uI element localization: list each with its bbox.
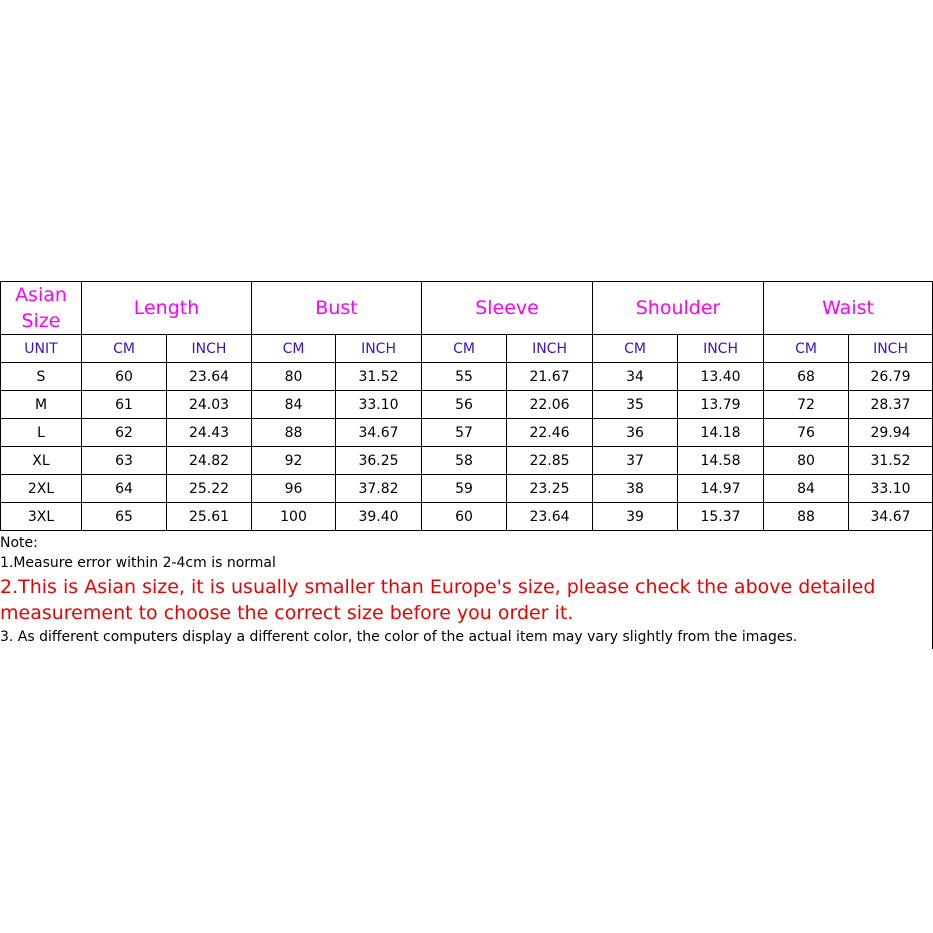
measurement-cell: 33.10 [849,475,933,503]
measurement-cell: 23.64 [167,363,252,391]
table-row [1,503,933,531]
measurement-cell: 61 [82,391,167,419]
measurement-cell: 58 [422,447,507,475]
note-asian-size-warning: 2.This is Asian size, it is usually smaller than Europe's size, please check the above detailed measurement to choose the correct size before you order it. [0,576,876,624]
unit-cell: CM [252,335,336,363]
measurement-cell: 88 [252,419,336,447]
measurement-cell: 35 [593,391,678,419]
table-row [1,475,933,503]
measurement-cell: 38 [593,475,678,503]
size-label-cell: S [1,363,82,391]
measurement-cell: 24.82 [167,447,252,475]
measurement-cell: 64 [82,475,167,503]
unit-row [1,335,933,363]
measurement-cell: 68 [764,363,849,391]
measurement-cell: 25.61 [167,503,252,531]
table-row [1,363,933,391]
measurement-cell: 60 [422,503,507,531]
measurement-cell: 37.82 [336,475,422,503]
measurement-cell: 100 [252,503,336,531]
measurement-cell: 39 [593,503,678,531]
unit-cell: INCH [849,335,933,363]
header-asian-size: Asian Size [1,282,82,335]
measurement-cell: 34.67 [849,503,933,531]
unit-cell: INCH [678,335,764,363]
header-row [1,282,933,335]
unit-cell: CM [82,335,167,363]
measurement-cell: 57 [422,419,507,447]
size-label-cell: XL [1,447,82,475]
measurement-cell: 26.79 [849,363,933,391]
size-label-cell: L [1,419,82,447]
size-table [0,281,933,531]
measurement-cell: 39.40 [336,503,422,531]
unit-cell: INCH [507,335,593,363]
unit-cell: INCH [167,335,252,363]
measurement-cell: 22.85 [507,447,593,475]
measurement-cell: 33.10 [336,391,422,419]
measurement-cell: 28.37 [849,391,933,419]
measurement-cell: 14.18 [678,419,764,447]
measurement-cell: 37 [593,447,678,475]
size-chart [0,281,933,649]
measurement-cell: 21.67 [507,363,593,391]
measurement-cell: 72 [764,391,849,419]
measurement-cell: 60 [82,363,167,391]
measurement-cell: 15.37 [678,503,764,531]
header-length: Length [82,282,252,335]
measurement-cell: 84 [252,391,336,419]
unit-cell: INCH [336,335,422,363]
measurement-cell: 23.64 [507,503,593,531]
measurement-cell: 36.25 [336,447,422,475]
measurement-cell: 31.52 [849,447,933,475]
header-shoulder: Shoulder [593,282,764,335]
measurement-cell: 55 [422,363,507,391]
measurement-cell: 24.43 [167,419,252,447]
measurement-cell: 80 [764,447,849,475]
measurement-cell: 14.97 [678,475,764,503]
measurement-cell: 62 [82,419,167,447]
size-label-cell: 3XL [1,503,82,531]
unit-cell: CM [764,335,849,363]
measurement-cell: 96 [252,475,336,503]
measurement-cell: 56 [422,391,507,419]
measurement-cell: 59 [422,475,507,503]
measurement-cell: 65 [82,503,167,531]
measurement-cell: 23.25 [507,475,593,503]
measurement-cell: 29.94 [849,419,933,447]
notes-section [0,533,932,647]
size-label-cell: 2XL [1,475,82,503]
measurement-cell: 34 [593,363,678,391]
measurement-cell: 13.79 [678,391,764,419]
header-sleeve: Sleeve [422,282,593,335]
unit-cell: CM [422,335,507,363]
measurement-cell: 14.58 [678,447,764,475]
measurement-cell: 22.46 [507,419,593,447]
table-row [1,447,933,475]
measurement-cell: 88 [764,503,849,531]
measurement-cell: 24.03 [167,391,252,419]
header-waist: Waist [764,282,933,335]
note-color-variance: 3. As different computers display a different color, the color of the actual item may vary slightly from the images. [0,629,798,645]
note-title: Note: [0,535,38,551]
unit-label-cell: UNIT [1,335,82,363]
header-bust: Bust [252,282,422,335]
measurement-cell: 25.22 [167,475,252,503]
table-row [1,391,933,419]
measurement-cell: 84 [764,475,849,503]
measurement-cell: 92 [252,447,336,475]
measurement-cell: 80 [252,363,336,391]
unit-cell: CM [593,335,678,363]
measurement-cell: 22.06 [507,391,593,419]
measurement-cell: 13.40 [678,363,764,391]
measurement-cell: 63 [82,447,167,475]
measurement-cell: 34.67 [336,419,422,447]
size-rows [1,363,933,531]
measurement-cell: 76 [764,419,849,447]
note-measure-error: 1.Measure error within 2-4cm is normal [0,555,276,571]
size-label-cell: M [1,391,82,419]
measurement-cell: 31.52 [336,363,422,391]
measurement-cell: 36 [593,419,678,447]
table-row [1,419,933,447]
